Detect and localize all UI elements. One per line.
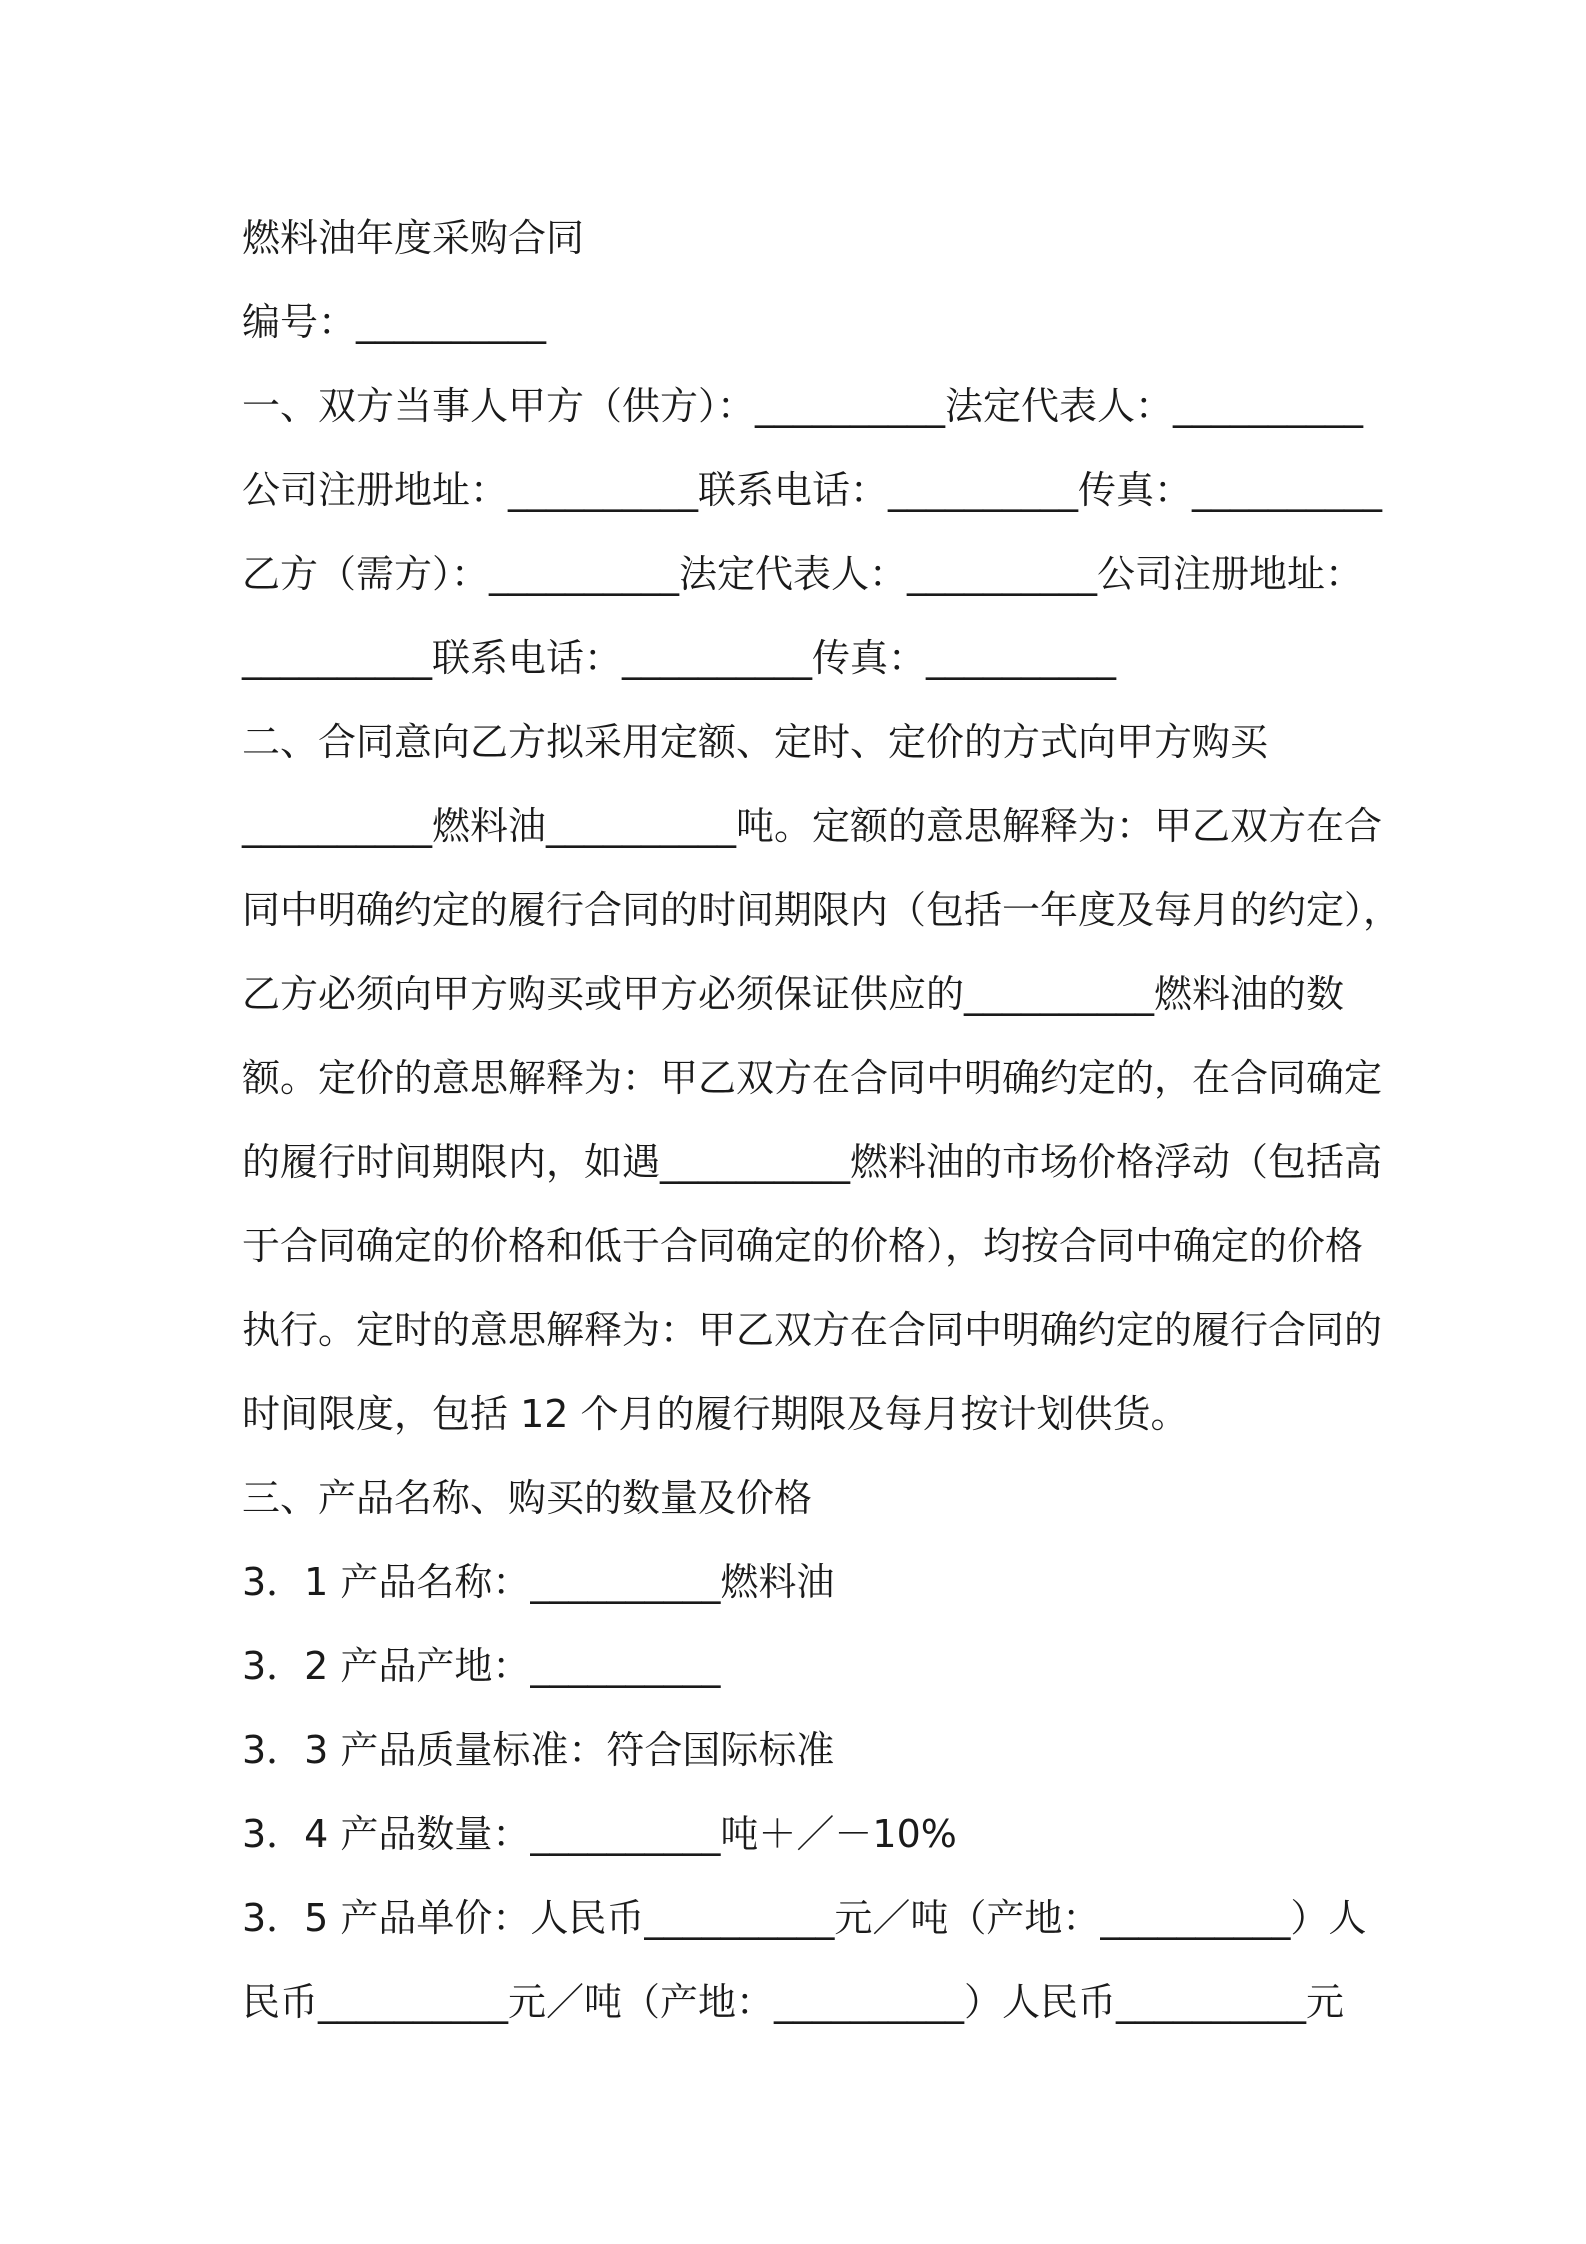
section-2-heading: 二、合同意向乙方拟采用定额、定时、定价的方式向甲方购买 xyxy=(242,720,1269,764)
paragraph-line: 于合同确定的价格和低于合同确定的价格），均按合同中确定的价格 xyxy=(242,1224,1364,1268)
clause-3-2: 3．2 产品产地：__________ xyxy=(242,1644,721,1688)
clause-3-3: 3．3 产品质量标准：符合国际标准 xyxy=(242,1728,835,1772)
clause-3-1: 3．1 产品名称：__________燃料油 xyxy=(242,1560,835,1604)
clause-3-5: 3．5 产品单价：人民币__________元／吨（产地：__________）人 xyxy=(242,1896,1367,1940)
paragraph-line: 执行。定时的意思解释为：甲乙双方在合同中明确约定的履行合同的 xyxy=(242,1308,1383,1352)
clause-3-4: 3．4 产品数量：__________吨＋／－10% xyxy=(242,1812,957,1856)
contract-number-line: 编号：__________ xyxy=(242,300,547,344)
party-b-line: 乙方（需方）：__________法定代表人：__________公司注册地址： xyxy=(242,552,1364,596)
document-title: 燃料油年度采购合同 xyxy=(242,216,585,260)
section-3-heading: 三、产品名称、购买的数量及价格 xyxy=(242,1476,813,1520)
document-body xyxy=(242,196,1402,2044)
paragraph-line: 额。定价的意思解释为：甲乙双方在合同中明确约定的，在合同确定 xyxy=(242,1056,1383,1100)
paragraph-line: __________燃料油__________吨。定额的意思解释为：甲乙双方在合 xyxy=(242,804,1383,848)
paragraph-line: 同中明确约定的履行合同的时间期限内（包括一年度及每月的约定）， xyxy=(242,888,1402,932)
paragraph-line: 乙方必须向甲方购买或甲方必须保证供应的__________燃料油的数 xyxy=(242,972,1345,1016)
party-b-contact-line: __________联系电话：__________传真：__________ xyxy=(242,636,1117,680)
paragraph-line: 时间限度，包括 12 个月的履行期限及每月按计划供货。 xyxy=(242,1392,1189,1436)
paragraph-line: 的履行时间期限内，如遇__________燃料油的市场价格浮动（包括高 xyxy=(242,1140,1383,1184)
party-a-contact-line: 公司注册地址：__________联系电话：__________传真：__________ xyxy=(242,468,1383,512)
clause-3-5-continued: 民币__________元／吨（产地：__________）人民币__________元 xyxy=(242,1980,1345,2024)
section-1-party-a: 一、双方当事人甲方（供方）：__________法定代表人：__________ xyxy=(242,384,1364,428)
